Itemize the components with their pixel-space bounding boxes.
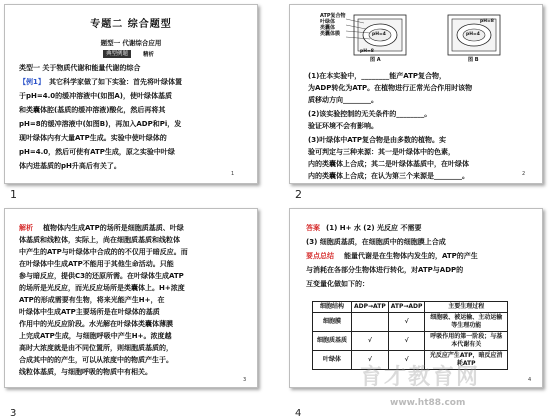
text-line: 中产生的ATP与叶绿体中合成的的不仅用于暗反应。而	[19, 248, 188, 256]
diagram-caption: 图 A	[370, 57, 381, 63]
table-cell: √	[388, 313, 425, 332]
slide-number: 3	[10, 408, 17, 419]
text-line: 合成其中的的产生，可以从浓度中的物质产生于。	[19, 356, 173, 364]
table-cell: 细胞吸、被运输、主动运输等生理功能	[425, 313, 508, 332]
diagram-label: ATP复合物	[320, 13, 346, 19]
text-line: 和类囊体腔(基质的缓冲溶液)酸化，然后再将其	[19, 106, 166, 114]
ph-outer-label: pH=8	[360, 49, 374, 54]
text-line: 于pH=4.0的缓冲溶液中(如图A)，使叶绿体基质	[19, 92, 172, 100]
table-cell: 细胞膜	[313, 313, 352, 332]
section-tag: 典型例题	[103, 50, 131, 58]
text-line: 能量代谢是在生物体内发生的，ATP的产生	[344, 252, 478, 260]
table-cell	[352, 313, 389, 332]
slide-3[interactable]	[4, 208, 258, 388]
slide-title: 专题二 综合题型	[90, 19, 172, 30]
text-line: 内的类囊体上合成；在认为第三个来源是________。	[308, 172, 469, 180]
ph-inner-label: pH=4	[372, 32, 386, 37]
text-line: 质移动方向________。	[308, 96, 378, 104]
analysis-label: 解析	[19, 224, 33, 232]
text-line: 参与暗反应，提供C3的还原所需。在叶绿体生成ATP	[19, 272, 184, 280]
diagram-label: 类囊体	[320, 25, 336, 31]
text-line: 的场所是光反应，而光反应场所是类囊体上。H+浓度	[19, 284, 185, 292]
table-header: ADP→ATP	[352, 302, 389, 313]
text-line: 高时大浓度就是由不同位置所，则细胞质基质的，	[19, 344, 173, 352]
text-line: 验可判定与三种来源：其一是叶绿体中的色素，	[308, 148, 455, 156]
text-line: 作用中的光反应阶段。水光解在叶绿体类囊体薄膜	[19, 320, 173, 328]
point-label: 要点总结	[306, 252, 334, 260]
slide-subtitle: 题型一 代谢综合应用	[100, 39, 162, 47]
table-cell: √	[352, 351, 389, 370]
text-line: (1)在本实验中，________能产ATP复合物，	[308, 72, 447, 80]
text-line: 互变量化做如下的：	[306, 280, 369, 288]
text-line: pH=8的缓冲溶液中(如图B)，再加入ADP和Pi，发	[19, 120, 182, 128]
diagram-label: 叶绿体	[320, 19, 336, 25]
text-line: (3)叶绿体中ATP复合物是由多数的植物。实	[308, 136, 447, 144]
answer-line: (3) 细胞质基质，在细胞质中的细胞膜上合成	[306, 238, 446, 246]
text-line: 验证环境不会有影响。	[308, 122, 378, 130]
text-line: 与消耗在各部分生物体进行转化，对ATP与ADP的	[306, 266, 464, 274]
ph-inner-label: pH=4	[466, 32, 480, 37]
table-cell: 叶绿体	[313, 351, 352, 370]
page-number: 3	[243, 377, 247, 383]
table-row	[313, 332, 508, 351]
answer-label: 答案	[306, 224, 320, 232]
table-header: ATP→ADP	[388, 302, 425, 313]
watermark-url: www.ht88.com	[390, 398, 466, 408]
text-line: 线粒体基质，与细胞呼吸的物质中有相关。	[19, 368, 152, 376]
text-line: 叶绿体中生成ATP主要场所是在叶绿体的基质	[19, 308, 160, 316]
slide-number: 2	[295, 188, 302, 201]
table-row	[313, 313, 508, 332]
example-label: 【例1】	[19, 78, 45, 86]
text-line: pH=4.0，然后可使有ATP生成，原之实验中叶绿	[19, 148, 175, 156]
text-line: 植物体内生成ATP的场所是细胞质基质、叶绿	[43, 224, 184, 232]
table-cell: √	[388, 351, 425, 370]
answer-line: (1) H+ 水 (2) 光反应 不需要	[326, 224, 422, 232]
text-line: 体内进基质的pH升高后有关了。	[19, 162, 121, 170]
text-line: (2)该实验控制的无关条件的________。	[308, 110, 432, 118]
section-tag-2: 精析	[143, 52, 155, 58]
table-header: 主要生理过程	[425, 302, 508, 313]
diagram-caption: 图 B	[468, 57, 479, 63]
text-line: ATP的形成需要有生物，将来光能产生H+，在	[19, 296, 165, 304]
table-cell: √	[352, 332, 389, 351]
text-line: 为ADP转化为ATP。在植物进行正常光合作用时该物	[308, 84, 473, 92]
slide-2[interactable]	[289, 4, 543, 184]
text-line: 内的类囊体上合成；其二是叶绿体基质中，在叶绿体	[308, 160, 469, 168]
text-line: 现叶绿体内有大量ATP生成。实验中使叶绿体的	[19, 134, 167, 142]
text-line: 在叶绿体中生成ATP不能用于其他生命活动。只能	[19, 260, 174, 268]
page-number: 4	[528, 377, 532, 383]
slide-number: 1	[10, 188, 17, 201]
ph-outer-label: pH=8	[480, 19, 494, 24]
text-line: 其它科学家做了如下实验：首先将叶绿体置	[49, 78, 182, 86]
page-number: 1	[231, 171, 235, 177]
table-header-row	[313, 302, 508, 313]
watermark: 育才教育网	[360, 365, 481, 390]
table-cell: 呼吸作用的第一阶段；与基本代谢有关	[425, 332, 508, 351]
table-cell: 细胞质基质	[313, 332, 352, 351]
section-heading: 类型一 关于物质代谢和能量代谢的综合	[19, 64, 141, 72]
text-line: 上完成ATP生成，与细胞呼吸中产生H+。浓度越	[19, 332, 172, 340]
table-header: 细胞结构	[313, 302, 352, 313]
slide-1[interactable]	[4, 4, 258, 184]
text-line: 体基质和线粒体，实际上，尚在细胞质基质和线粒体	[19, 236, 180, 244]
table-cell: √	[388, 332, 425, 351]
slide-number: 4	[295, 408, 302, 419]
diagram-label: 类囊体膜	[320, 31, 341, 37]
table-cell: 光反应产生ATP，暗反应消耗ATP	[425, 351, 508, 370]
page-number: 2	[522, 171, 526, 177]
